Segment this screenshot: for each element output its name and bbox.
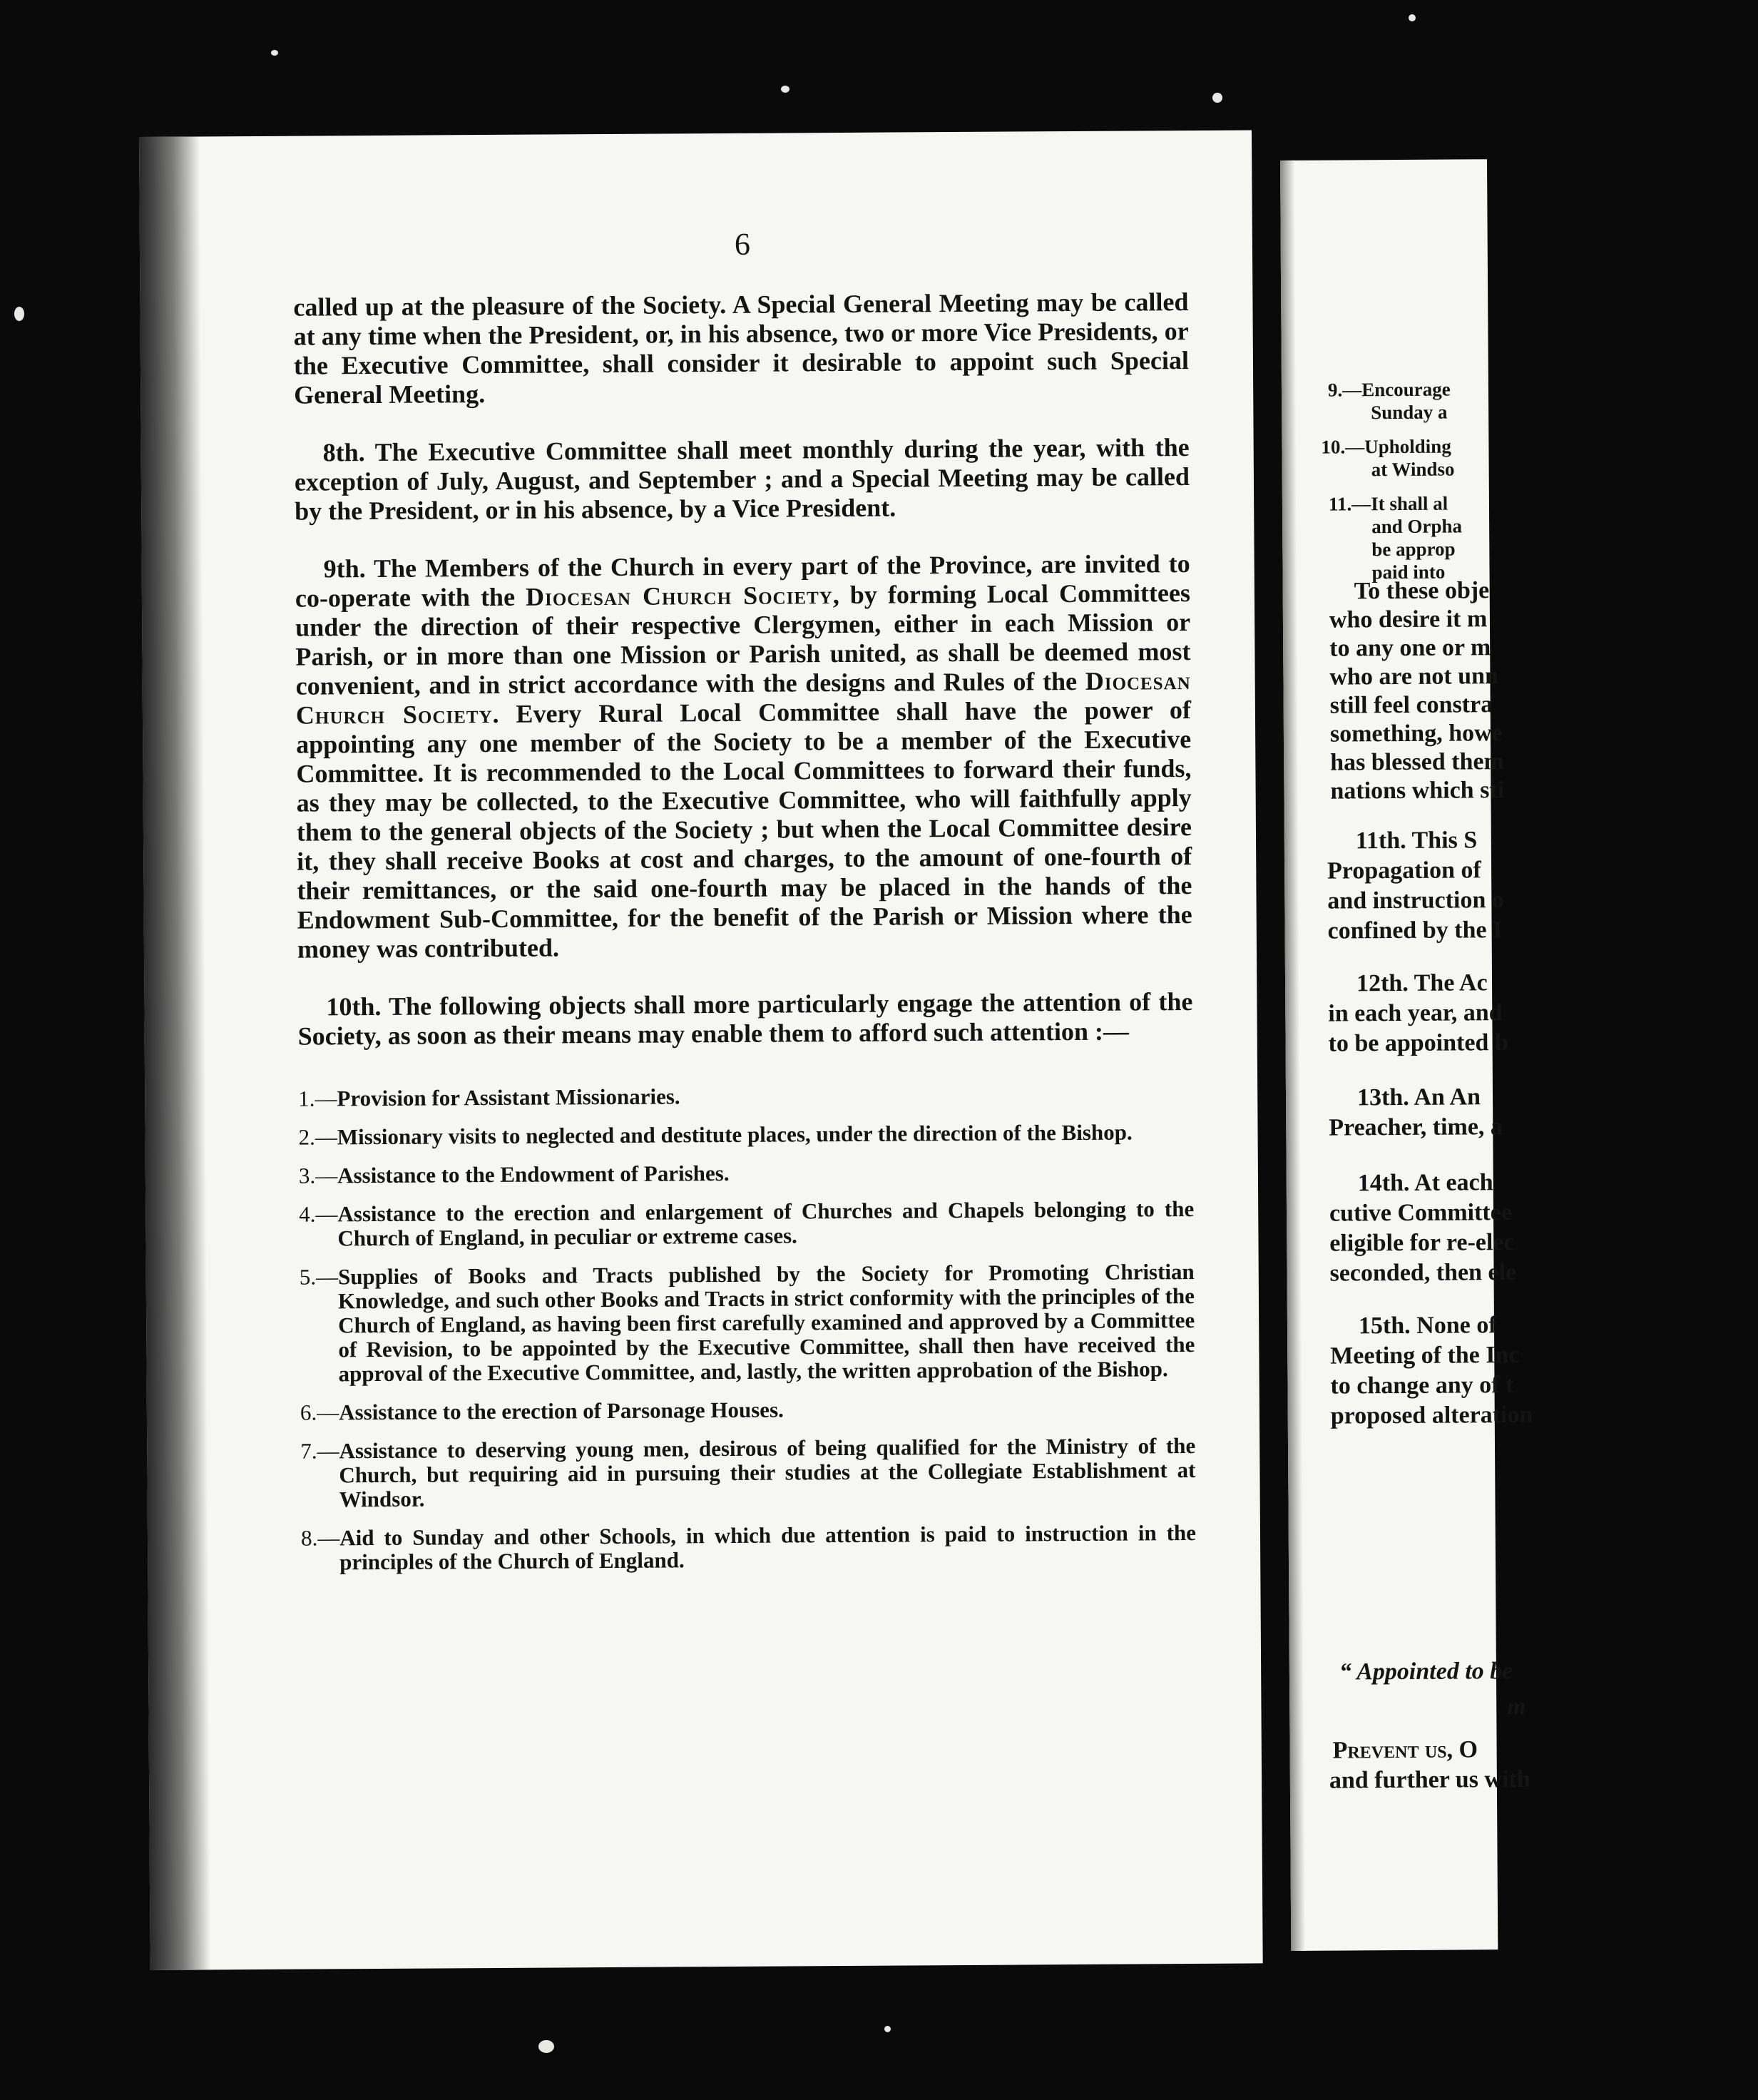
right-line: to change any of t xyxy=(1330,1372,1514,1400)
left-page xyxy=(139,130,1263,1969)
right-line: Prevent us, O xyxy=(1332,1736,1478,1764)
right-line: Propagation of xyxy=(1327,857,1481,885)
right-page xyxy=(1280,159,1533,1951)
right-line: 15th. None of xyxy=(1358,1312,1497,1340)
right-line: to be appointed b xyxy=(1328,1029,1508,1057)
list-number: 8.— xyxy=(300,1525,340,1551)
list-item xyxy=(301,1521,1196,1575)
paragraph-rule-10: 10th. The following objects shall more particularly engage the attention of the Society, as soon as their means may enable them to afford such attention :— xyxy=(297,987,1193,1051)
right-line: 12th. The Ac xyxy=(1356,969,1488,997)
right-line: confined by the I xyxy=(1327,917,1503,944)
list-item xyxy=(298,1120,1193,1150)
right-line: be approp xyxy=(1371,538,1456,561)
right-line: something, howe xyxy=(1329,720,1503,748)
background-speck xyxy=(538,2040,554,2053)
list-number: 3.— xyxy=(298,1163,338,1188)
list-text: Supplies of Books and Tracts published by the Society for Promoting Christian Knowledge, and such other Books and Tracts in strict conformity with the principles of the Church of England, as having been first carefully examined and approved by a Committee of Revision, to be appointed by the Executive Committee, shall then have received the approval of the Executive Committee, and, lastly, the written approbation of the Bishop. xyxy=(337,1258,1195,1387)
right-line: eligible for re-elec xyxy=(1329,1229,1515,1257)
page-gutter-shadow xyxy=(139,136,211,1969)
right-page-body xyxy=(1319,158,1747,1794)
right-line: in each year, and xyxy=(1328,999,1503,1027)
right-line: still feel constra xyxy=(1329,691,1493,719)
right-line: at Windso xyxy=(1371,458,1455,481)
right-line: “ Appointed to be xyxy=(1339,1658,1513,1686)
background-speck xyxy=(1409,14,1416,21)
right-line: 13th. An An xyxy=(1356,1084,1481,1111)
right-line: Preacher, time, a xyxy=(1329,1113,1503,1141)
list-text: Aid to Sunday and other Schools, in which due attention is paid to instruction in the principles of the Church of England. xyxy=(339,1519,1197,1575)
list-text: Provision for Assistant Missionaries. xyxy=(337,1084,680,1111)
list-item xyxy=(300,1395,1195,1425)
list-number: 6.— xyxy=(300,1400,339,1425)
right-line: has blessed them xyxy=(1330,748,1504,776)
background-speck xyxy=(271,50,278,56)
right-line: 11th. This S xyxy=(1355,827,1478,855)
page-number: 6 xyxy=(734,226,751,262)
list-number: 1.— xyxy=(298,1086,337,1111)
list-number: 5.— xyxy=(299,1264,339,1290)
right-line: 14th. At each xyxy=(1357,1169,1493,1197)
right-line: nations which sti xyxy=(1330,777,1505,805)
list-item xyxy=(300,1434,1196,1512)
background-speck xyxy=(781,86,789,93)
right-line: 10.—Upholding xyxy=(1321,435,1451,458)
paragraph-intro: called up at the pleasure of the Society. A Special General Meeting may be called at any time when the President, or, in his absence, two or more Vice Presidents, or the Executive Committee, shall consider it desirable to appoint such Special General Meeting. xyxy=(293,287,1190,409)
right-line: proposed alteration xyxy=(1330,1401,1533,1429)
right-line: and instruction o xyxy=(1327,887,1504,914)
list-text: Assistance to the erection of Parsonage Houses. xyxy=(339,1397,784,1425)
right-line: and Orpha xyxy=(1371,515,1463,538)
rule-9-text-b: , by forming Local Committees under the direction of their respective Clergymen, either in each Mission or Parish, or in more than one Mission or Parish united, as shall be deemed most convenient, and in strict accordance with the designs and Rules of the xyxy=(295,578,1191,700)
paragraph-rule-8: 8th. The Executive Committee shall meet monthly during the year, with the exception of July, August, and September ; and a Special Meeting may be called by the President, or in his absence, by a Vice President. xyxy=(294,433,1190,526)
list-number: 4.— xyxy=(299,1201,338,1227)
right-line: To these obje xyxy=(1354,577,1490,605)
right-line: Sunday a xyxy=(1371,401,1448,424)
left-page-body xyxy=(293,287,1196,1589)
right-line: who desire it m xyxy=(1329,606,1488,633)
list-text: Missionary visits to neglected and destitute places, under the direction of the Bishop. xyxy=(337,1119,1133,1150)
list-number: 2.— xyxy=(298,1124,337,1150)
right-line: to any one or m xyxy=(1329,634,1491,662)
society-name: Diocesan Church Society xyxy=(525,581,833,611)
right-line: and further us with xyxy=(1329,1765,1530,1794)
page-edge-shadow xyxy=(1280,160,1305,1951)
society-name: Diocesan Church Society xyxy=(295,666,1191,730)
list-text: Assistance to deserving young men, desirous of being qualified for the Ministry of the Church, but requiring aid in pursuing their studies at the Collegiate Establishment at Windsor. xyxy=(339,1432,1196,1512)
background-speck xyxy=(14,307,24,321)
list-item xyxy=(298,1081,1193,1111)
rule-9-text-a: 9th. The Members of the Church in every part of the Province, are invited to co-operate with the xyxy=(295,549,1190,613)
list-number: 7.— xyxy=(300,1438,339,1464)
objects-list xyxy=(298,1081,1196,1575)
background-speck xyxy=(884,2026,891,2032)
right-line: 9.—Encourage xyxy=(1327,378,1451,401)
background-speck xyxy=(1212,93,1222,103)
list-text: Assistance to the Endowment of Parishes. xyxy=(337,1160,730,1188)
list-text: Assistance to the erection and enlargement of Churches and Chapels belonging to the Church of England, in peculiar or extreme cases. xyxy=(337,1196,1195,1251)
right-line: 11.—It shall al xyxy=(1328,492,1448,515)
paragraph-rule-9 xyxy=(295,549,1192,964)
list-item xyxy=(300,1260,1195,1387)
list-item xyxy=(299,1197,1194,1251)
right-line: Meeting of the Inc xyxy=(1330,1341,1520,1370)
rule-9-text-c: . Every Rural Local Committee shall have the power of appointing any one member of the Society to be a member of the Executive Committee. It is recommended to the Local Committees to forward their funds, as they may be collected, to the Executive Committee, who will faithfully apply them to the general objects of the Society ; but when the Local Committee desire it, they shall receive Books at cost and charges, to the amount of one-fourth of their remittances, or the said one-fourth may be placed in the hands of the Endowment Sub-Committee, for the benefit of the Parish or Mission where the money was contributed. xyxy=(296,695,1192,964)
right-line: paid into xyxy=(1371,561,1446,583)
list-item xyxy=(299,1158,1194,1188)
right-line: seconded, then ele xyxy=(1329,1259,1517,1287)
right-line: m xyxy=(1507,1693,1526,1721)
right-line: cutive Committee xyxy=(1329,1199,1512,1227)
right-line: who are not unn xyxy=(1329,663,1499,690)
